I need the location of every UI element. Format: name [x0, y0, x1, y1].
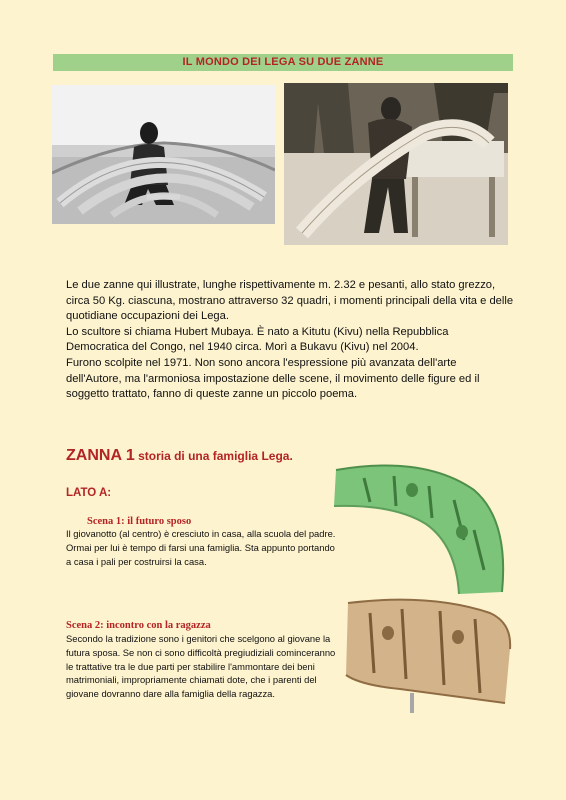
intro-paragraph-1: Le due zanne qui illustrate, lunghe rispettivamente m. 2.32 e pesanti, allo stato grezzo, circa 50 Kg. ciascuna, mostrano attraverso 32 quadri, i momenti principali della vita e delle quotidiane occupazioni dei Lega.: [66, 279, 514, 323]
intro-text: [66, 278, 514, 403]
scene-2-text: Secondo la tradizione sono i genitori che scelgono al giovane la futura sposa. Se non ci sono difficoltà pregiudiziali cominceranno le trattative tra le due parti per stabilire l'ammontare dei beni matrimoniali, impropriamente chiamati dote, che i parenti del giovane dovranno dare alla famiglia della ragazza.: [66, 633, 336, 700]
zanna-number: ZANNA 1: [66, 447, 135, 464]
sculptor-photo-bw: [52, 85, 275, 224]
intro-paragraph-2: Lo scultore si chiama Hubert Mubaya. È nato a Kitutu (Kivu) nella Repubblica Democratica del Congo, nel 1940 circa. Morì a Bukavu (Kivu) nel 2004.: [66, 325, 449, 354]
page-banner: IL MONDO DEI LEGA SU DUE ZANNE: [53, 54, 513, 71]
intro-paragraph-3: Furono scolpite nel 1971. Non sono ancora l'espressione più avanzata dell'arte dell'Autore, ma l'armoniosa impostazione delle scene, il movimento delle figure ed il soggetto trattato, fanno di queste zanne un piccolo poema.: [66, 356, 480, 401]
tusk-scene-2-image: [340, 593, 515, 715]
scene-1-title: Scena 1: il futuro sposo: [87, 516, 192, 527]
scene-2-title: Scena 2: incontro con la ragazza: [66, 620, 211, 631]
tusk-scene-1-image: [334, 460, 514, 598]
section-heading: [66, 447, 366, 465]
sculptor-carving-photo: [284, 83, 508, 245]
side-label: LATO A:: [66, 487, 112, 499]
zanna-subtitle: storia di una famiglia Lega.: [134, 449, 293, 463]
scene-1-text: Il giovanotto (al centro) è cresciuto in casa, alla scuola del padre. Ormai per lui è tempo di farsi una famiglia. Sta appunto portando a casa i pali per costruirsi la casa.: [66, 528, 336, 567]
